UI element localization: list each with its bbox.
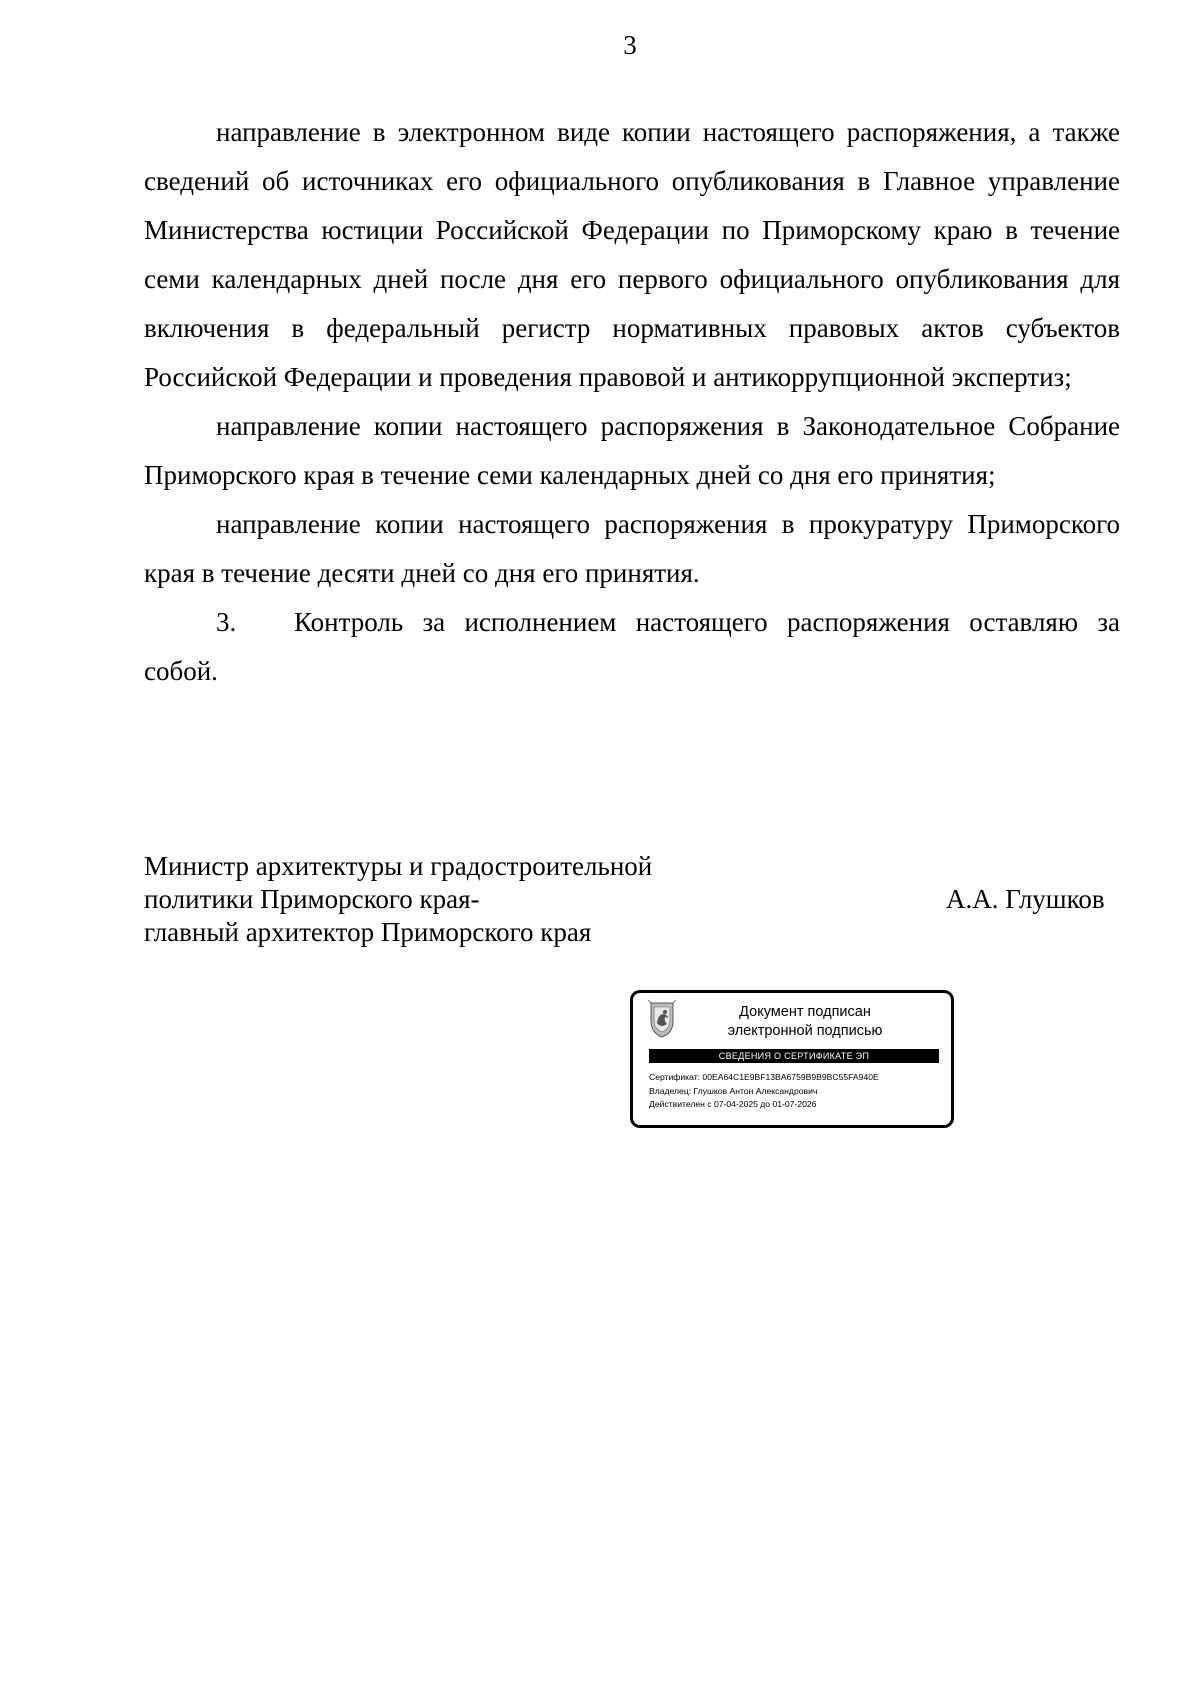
page-number: 3 [623,30,637,60]
stamp-title-line-1: Документ подписан [739,1004,871,1020]
signer-position-line-1: Министр архитектуры и градостроительной [144,851,653,881]
coat-of-arms-icon [648,999,676,1039]
item-text: Контроль за исполнением настоящего распоряжения оставляю за собой. [144,607,1120,686]
signer-position [144,850,652,949]
stamp-title [675,1003,935,1041]
signer-position-line-2: политики Приморского края- [144,884,480,914]
certificate-owner: Владелец: Глушков Антон Александрович [649,1085,818,1096]
document-body [144,108,1120,696]
certificate-validity: Действителен с 07-04-2025 до 01-07-2026 [649,1099,817,1109]
certificate-number: Сертификат: 00EA64C1E9BF13BA6759B9B9BC55FA940E [649,1072,879,1082]
paragraph-legislative-assembly: направление копии настоящего распоряжения в Законодательное Собрание Приморского края в течение семи календарных дней со дня его принятия; [144,411,1120,490]
stamp-title-line-2: электронной подписью [727,1023,883,1039]
paragraph-prosecutor-office: направление копии настоящего распоряжения в прокуратуру Приморского края в течение десяти дней со дня его принятия. [144,509,1120,588]
paragraph-ministry-of-justice: направление в электронном виде копии настоящего распоряжения, а также сведений об источниках его официального опубликования в Главное управление Министерства юстиции Российской Федерации по Приморскому краю в течение семи календарных дней после дня его первого официального опубликования для включения в федеральный регистр нормативных правовых актов субъектов Российской Федерации и проведения правовой и антикоррупционной экспертиз; [144,117,1120,392]
paragraph-item-3 [144,598,1120,696]
signer-position-line-3: главный архитектор Приморского края [144,917,592,947]
certificate-details [649,1071,879,1112]
item-number: 3. [216,607,237,637]
signer-name: А.А. Глушков [946,884,1105,914]
certificate-info-bar: СВЕДЕНИЯ О СЕРТИФИКАТЕ ЭП [649,1049,939,1063]
electronic-signature-stamp [630,990,954,1128]
